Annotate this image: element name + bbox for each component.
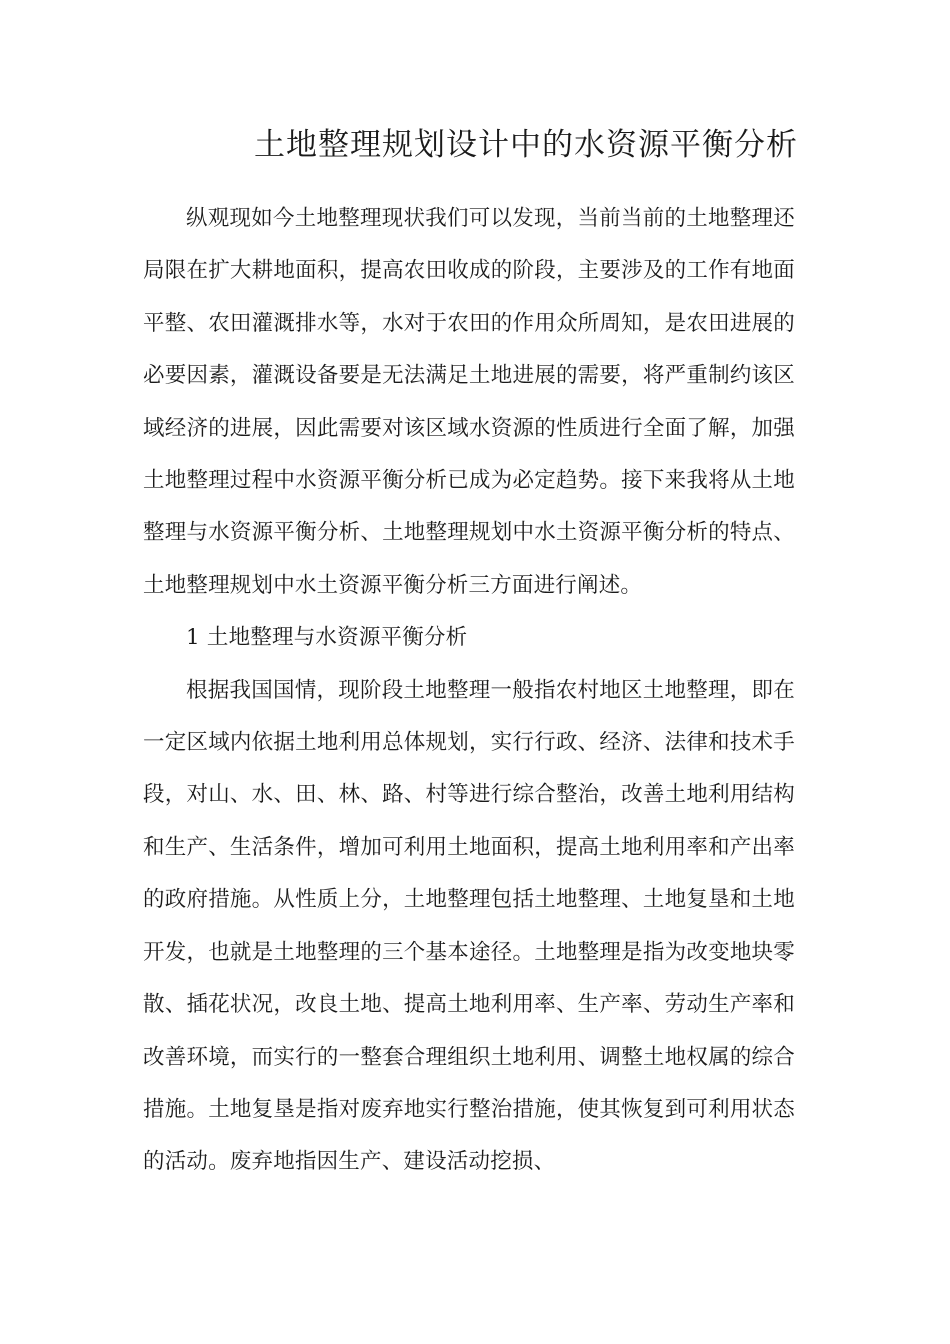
intro-paragraph: 纵观现如今土地整理现状我们可以发现，当前当前的土地整理还局限在扩大耕地面积，提高农田收成的阶段，主要涉及的工作有地面平整、农田灌溉排水等，水对于农田的作用众所周知，是农田进展的必要因素，灌溉设备要是无法满足土地进展的需要，将严重制约该区域经济的进展，因此需要对该区域水资源的性质进行全面了解，加强土地整理过程中水资源平衡分析已成为必定趋势。接下来我将从土地整理与水资源平衡分析、土地整理规划中水土资源平衡分析的特点、土地整理规划中水土资源平衡分析三方面进行阐述。 <box>143 206 795 598</box>
document-body <box>143 193 795 1189</box>
document-title: 土地整理规划设计中的水资源平衡分析 <box>254 127 798 163</box>
section-heading-1: 1 土地整理与水资源平衡分析 <box>186 625 468 651</box>
section-1-paragraph: 根据我国国情，现阶段土地整理一般指农村地区土地整理，即在一定区域内依据土地利用总体规划，实行行政、经济、法律和技术手段，对山、水、田、林、路、村等进行综合整治，改善土地利用结构和生产、生活条件，增加可利用土地面积，提高土地利用率和产出率的政府措施。从性质上分，土地整理包括土地整理、土地复垦和土地开发，也就是土地整理的三个基本途径。土地整理是指为改变地块零散、插花状况，改良土地、提高土地利用率、生产率、劳动生产率和改善环境，而实行的一整套合理组织土地利用、调整土地权属的综合措施。土地复垦是指对废弃地实行整治措施，使其恢复到可利用状态的活动。废弃地指因生产、建设活动挖损、 <box>143 677 795 1175</box>
